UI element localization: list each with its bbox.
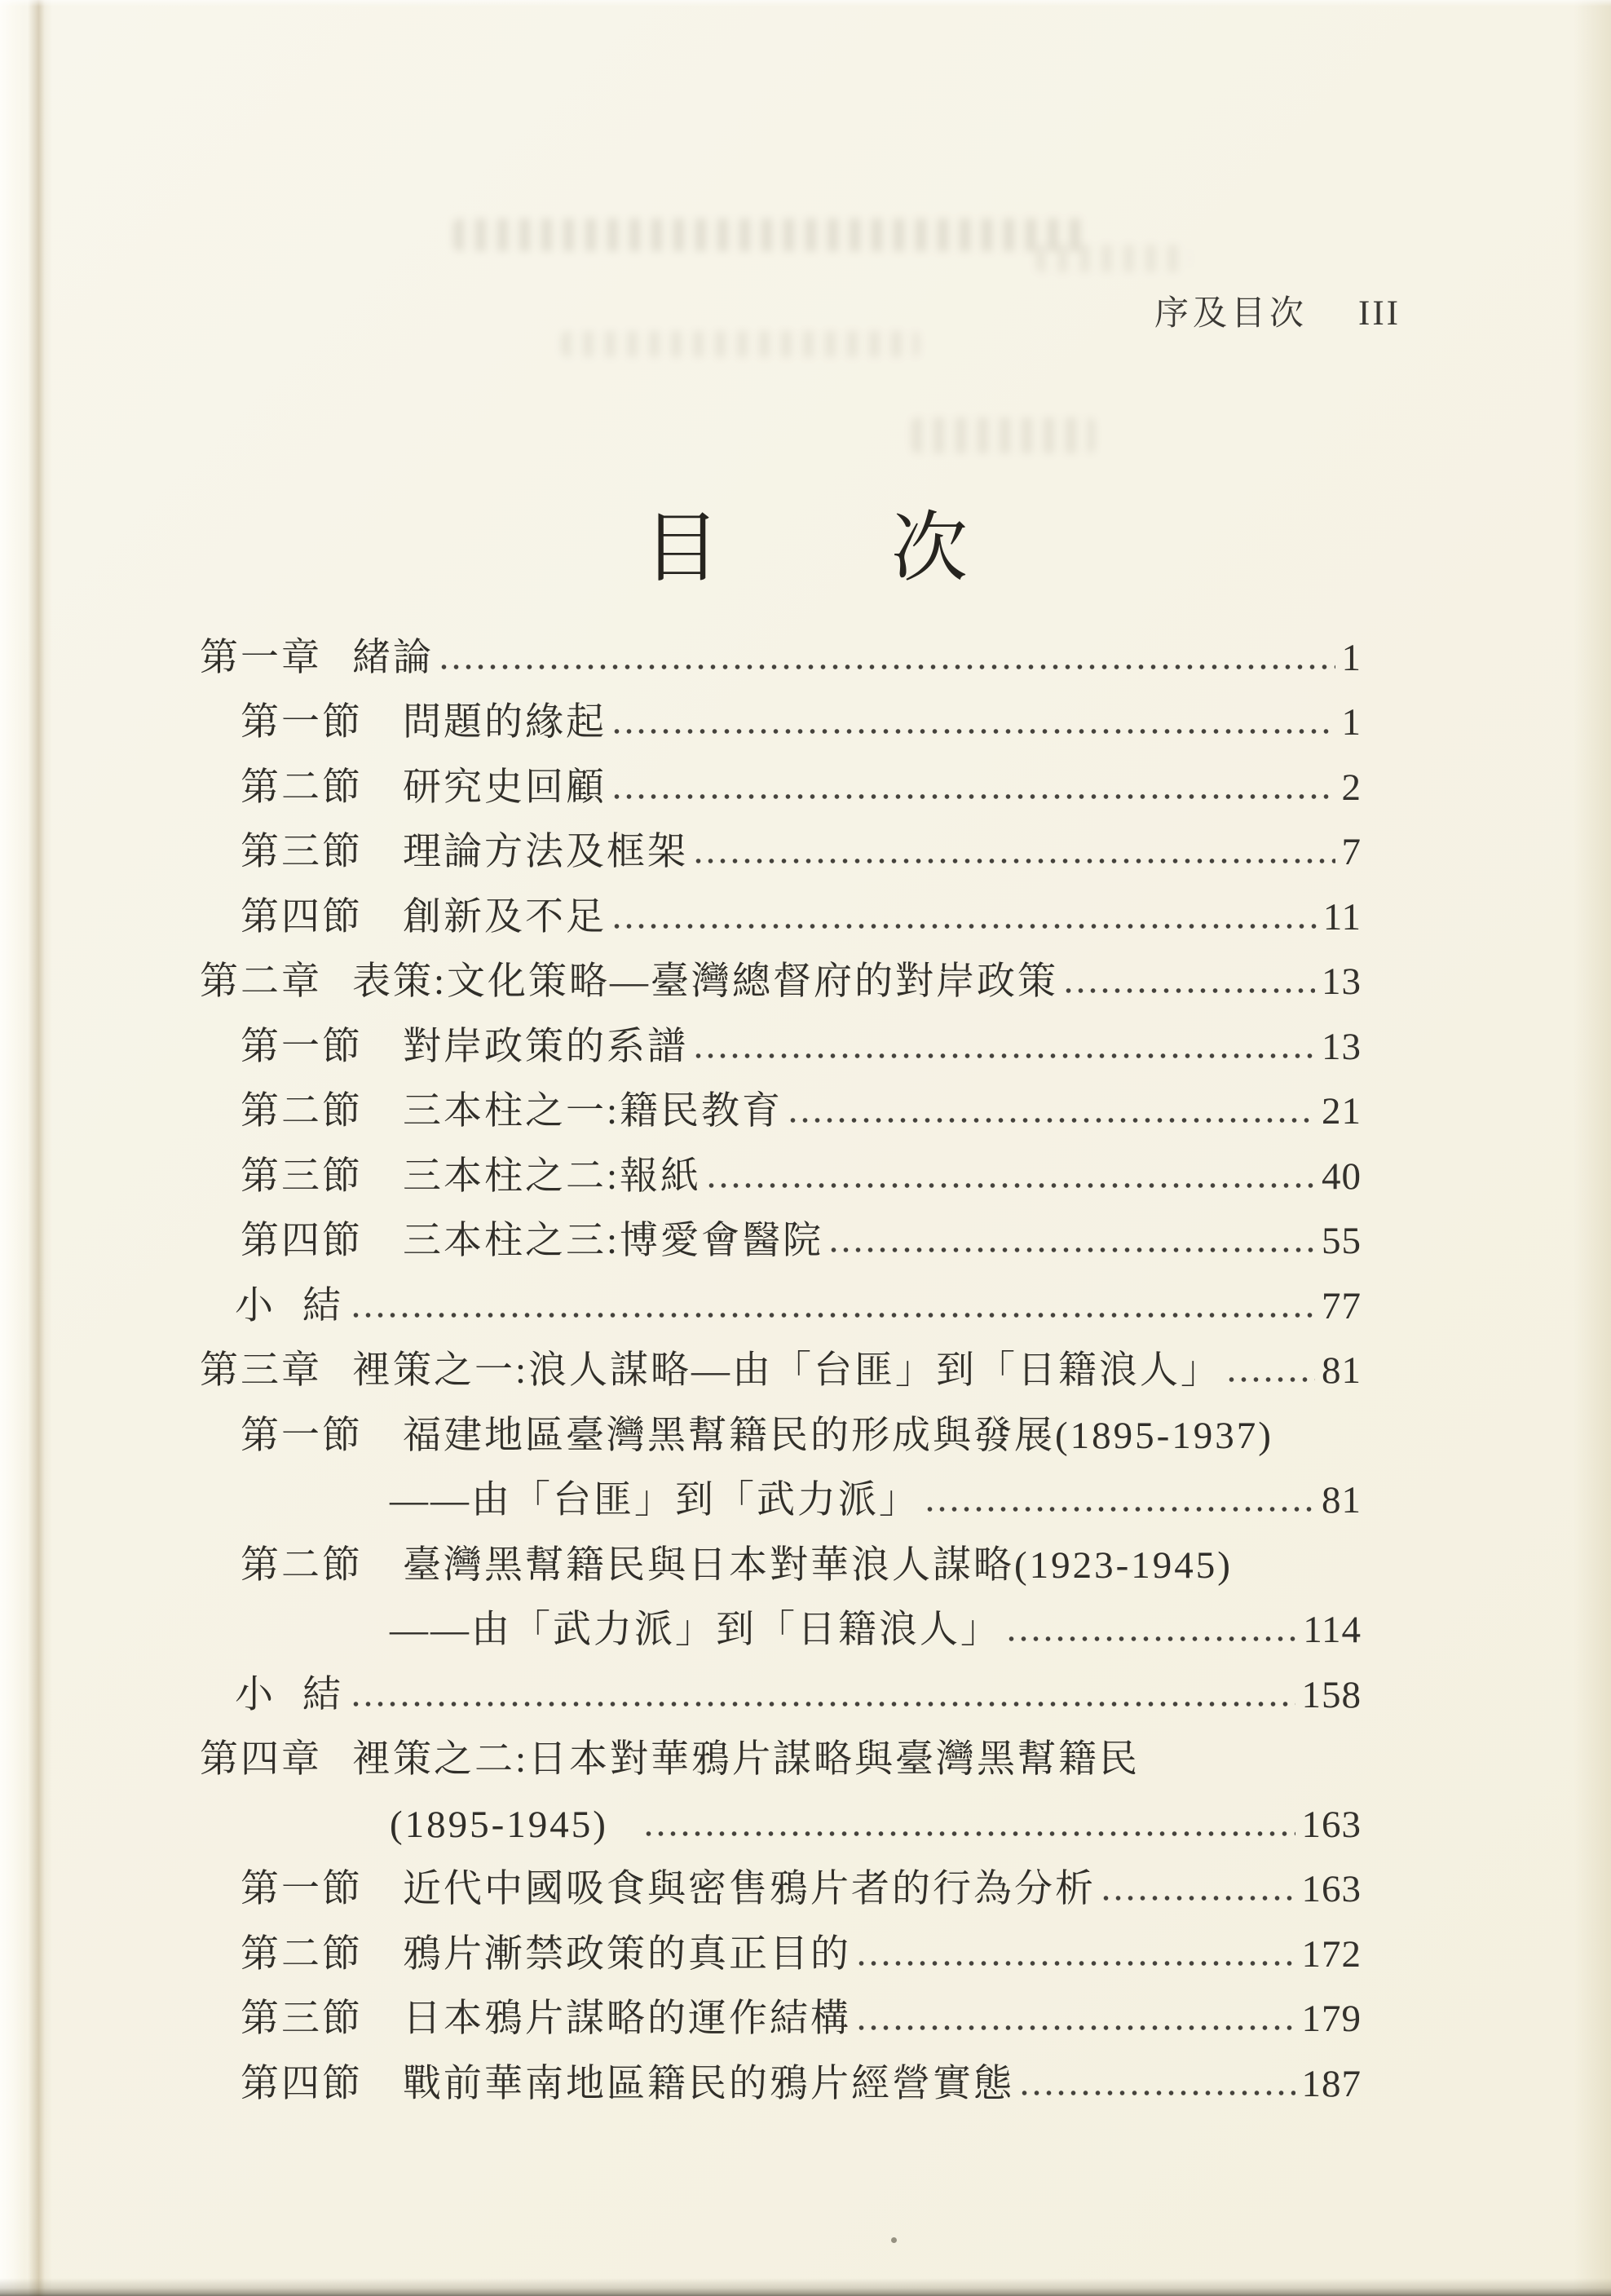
toc-entry-label: 第二節 bbox=[241, 1932, 363, 1976]
toc-entry-page: 13 bbox=[1322, 960, 1362, 1003]
dot-leader bbox=[831, 1247, 1315, 1253]
page-header bbox=[1154, 296, 1401, 331]
toc-entry-title: 表策:文化策略—臺灣總督府的對岸政策 bbox=[352, 960, 1059, 1003]
toc-entry-title: 三本柱之二:報紙 bbox=[403, 1155, 702, 1198]
toc-entry-subtotal bbox=[200, 1658, 1362, 1724]
toc-entry-title: 研究史回顧 bbox=[403, 766, 607, 809]
dot-leader bbox=[858, 2024, 1295, 2031]
toc-entry-page: 1 bbox=[1341, 636, 1362, 679]
toc-entry-section bbox=[200, 1075, 1362, 1141]
toc-entry-page: 81 bbox=[1322, 1349, 1362, 1392]
toc-entry-chapter bbox=[200, 946, 1362, 1011]
dot-leader bbox=[695, 1053, 1315, 1059]
toc-entry-label: 第三節 bbox=[241, 831, 363, 873]
toc-entry-label: 第三節 bbox=[241, 1998, 363, 2040]
toc-entry-section bbox=[200, 2047, 1362, 2113]
toc-entry-title: 福建地區臺灣黑幫籍民的形成與發展(1895-1937) bbox=[403, 1414, 1273, 1457]
dot-leader bbox=[927, 1506, 1315, 1512]
binding-crease bbox=[28, 0, 52, 2296]
scan-artifact bbox=[453, 219, 1089, 251]
dot-leader bbox=[614, 728, 1335, 735]
dot-leader bbox=[695, 858, 1335, 864]
toc-entry-page: 172 bbox=[1301, 1932, 1362, 1976]
toc-entry-page: 163 bbox=[1301, 1868, 1362, 1910]
toc-entry-subtotal bbox=[200, 1269, 1362, 1335]
toc-entry-title: 對岸政策的系譜 bbox=[403, 1025, 688, 1068]
scan-edge-bottom bbox=[0, 2278, 1611, 2296]
toc-entry-label: 第一節 bbox=[241, 1025, 363, 1068]
toc-entry-title: 創新及不足 bbox=[403, 895, 607, 938]
toc-entry-title: (1895-1945) bbox=[390, 1803, 608, 1846]
toc-entry-continuation bbox=[200, 1788, 1362, 1853]
toc-entry-page: 163 bbox=[1301, 1803, 1362, 1846]
toc-entry-label: 第二節 bbox=[241, 766, 363, 809]
header-section-title: 序及目次 bbox=[1154, 295, 1309, 333]
toc-entry-page: 158 bbox=[1301, 1673, 1362, 1716]
toc-entry-section bbox=[200, 816, 1362, 881]
toc-entry-chapter bbox=[200, 1335, 1362, 1400]
toc-entry-page: 179 bbox=[1301, 1998, 1362, 2040]
toc-entry-continuation bbox=[200, 1594, 1362, 1659]
toc-entry-section bbox=[200, 1853, 1362, 1918]
dot-leader bbox=[441, 664, 1335, 670]
toc-entry-section bbox=[200, 1983, 1362, 2048]
toc-entry-page: 81 bbox=[1322, 1479, 1362, 1521]
toc-entry-section bbox=[200, 1918, 1362, 1983]
toc-entry-label: 結 bbox=[302, 1673, 343, 1716]
toc-entry-title: 近代中國吸食與密售鴉片者的行為分析 bbox=[403, 1868, 1096, 1910]
toc-entry-label: 小 bbox=[235, 1284, 276, 1327]
toc-entry-label: 第四節 bbox=[241, 1220, 363, 1262]
dot-leader bbox=[1229, 1376, 1315, 1383]
toc-entry-label: 第一節 bbox=[241, 1868, 363, 1910]
toc-entry-title: 裡策之一:浪人謀略—由「台匪」到「日籍浪人」 bbox=[352, 1349, 1222, 1392]
toc-entry-page: 2 bbox=[1341, 766, 1362, 809]
dot-leader bbox=[1103, 1895, 1295, 1901]
toc-entry-page: 55 bbox=[1322, 1220, 1362, 1262]
toc-entry-label: 第一章 bbox=[200, 636, 322, 679]
toc-entry-label: 結 bbox=[302, 1284, 343, 1327]
scan-speck bbox=[891, 2237, 897, 2243]
scan-edge-left bbox=[0, 0, 24, 2296]
toc-entry-section bbox=[200, 751, 1362, 816]
toc-entry-title: ——由「台匪」到「武力派」 bbox=[390, 1479, 920, 1521]
toc-entry-continuation bbox=[200, 1464, 1362, 1530]
toc-entry-title: 戰前華南地區籍民的鴉片經營實態 bbox=[403, 2062, 1014, 2105]
toc-entry-label: 第二章 bbox=[200, 960, 322, 1003]
toc-entry-page: 187 bbox=[1301, 2062, 1362, 2105]
toc-entry-title: 問題的緣起 bbox=[403, 701, 607, 744]
scan-artifact bbox=[1035, 245, 1190, 272]
dot-leader bbox=[1022, 2090, 1295, 2096]
toc-entry-label: 第三節 bbox=[241, 1155, 363, 1198]
toc-entry-page: 21 bbox=[1322, 1090, 1362, 1133]
toc-entry-section bbox=[200, 1205, 1362, 1270]
toc-entry-section bbox=[200, 1529, 1362, 1594]
toc-entry-page: 114 bbox=[1303, 1609, 1362, 1651]
toc-entry-page: 1 bbox=[1341, 701, 1362, 744]
toc-entry-section bbox=[200, 1010, 1362, 1075]
toc-entry-label: 第二節 bbox=[241, 1543, 363, 1587]
toc-entry-label: 第三章 bbox=[200, 1349, 322, 1392]
toc-entry-chapter bbox=[200, 621, 1362, 687]
dot-leader bbox=[708, 1182, 1315, 1189]
toc-entry-title: 裡策之二:日本對華鴉片謀略與臺灣黑幫籍民 bbox=[352, 1738, 1141, 1781]
toc-entry-label: 第四節 bbox=[241, 895, 363, 938]
toc-entry-title: 三本柱之一:籍民教育 bbox=[403, 1090, 783, 1133]
toc-entry-page: 11 bbox=[1322, 895, 1362, 938]
toc-entry-section bbox=[200, 881, 1362, 946]
scan-artifact bbox=[561, 331, 920, 357]
toc-entry-section bbox=[200, 687, 1362, 752]
page-title bbox=[0, 506, 1611, 591]
dot-leader bbox=[858, 1960, 1295, 1967]
dot-leader bbox=[646, 1830, 1295, 1837]
dot-leader bbox=[790, 1117, 1315, 1124]
toc-entry-title: 理論方法及框架 bbox=[403, 831, 688, 873]
page-title-char-right: 次 bbox=[891, 506, 969, 591]
header-page-number: III bbox=[1358, 294, 1401, 333]
toc-entry-title: 日本鴉片謀略的運作結構 bbox=[403, 1998, 851, 2040]
toc-entry-title: 臺灣黑幫籍民與日本對華浪人謀略(1923-1945) bbox=[403, 1543, 1233, 1587]
toc-entry-label: 第四節 bbox=[241, 2062, 363, 2105]
scan-artifact bbox=[911, 417, 1095, 453]
toc-entry-label: 第一節 bbox=[241, 1414, 363, 1457]
toc-entry-chapter bbox=[200, 1724, 1362, 1789]
scan-edge-right bbox=[1573, 0, 1611, 2296]
toc-entry-label: 第二節 bbox=[241, 1090, 363, 1133]
toc-entry-page: 40 bbox=[1322, 1155, 1362, 1198]
dot-leader bbox=[353, 1701, 1295, 1707]
dot-leader bbox=[353, 1312, 1315, 1318]
toc-entry-page: 13 bbox=[1322, 1025, 1362, 1068]
scan-edge-top bbox=[0, 0, 1611, 7]
toc-entry-title: 鴉片漸禁政策的真正目的 bbox=[403, 1932, 851, 1976]
toc-entry-title: 緒論 bbox=[352, 636, 434, 679]
dot-leader bbox=[614, 923, 1317, 929]
dot-leader bbox=[1066, 987, 1315, 994]
toc-entry-page: 77 bbox=[1322, 1284, 1362, 1327]
toc-entry-section bbox=[200, 1399, 1362, 1464]
toc-entry-title: ——由「武力派」到「日籍浪人」 bbox=[390, 1609, 1001, 1651]
toc-entry-page: 7 bbox=[1341, 831, 1362, 873]
toc-list bbox=[200, 621, 1362, 2113]
toc-entry-label: 小 bbox=[235, 1673, 276, 1716]
dot-leader bbox=[614, 793, 1335, 800]
toc-entry-label: 第一節 bbox=[241, 701, 363, 744]
toc-entry-label: 第四章 bbox=[200, 1738, 322, 1781]
toc-entry-title: 三本柱之三:博愛會醫院 bbox=[403, 1220, 824, 1262]
page-title-char-left: 目 bbox=[642, 506, 720, 591]
dot-leader bbox=[1009, 1636, 1296, 1642]
toc-entry-section bbox=[200, 1140, 1362, 1205]
